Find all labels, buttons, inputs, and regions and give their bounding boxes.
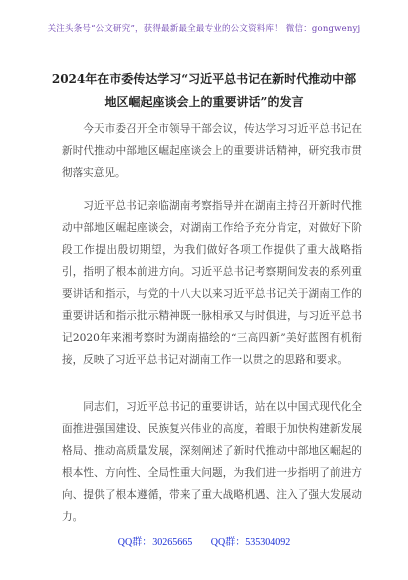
title-line-2: 地区崛起座谈会上的重要讲话”的发言	[104, 95, 304, 109]
footer-qq-group-2: QQ群：535304092	[210, 537, 291, 548]
body-paragraph-3: 同志们，习近平总书记的重要讲话，站在以中国式现代化全面推进强国建设、民族复兴伟业的高度，着眼于加快构建新发展格局、推动高质量发展，深刻阐述了新时代推动中部地区崛起的根本性、方向性、全局性重大问题，为我们进一步指明了前进方向、提供了根本遵循，带来了重大战略机遇、注入了强大发展动力。	[62, 401, 362, 523]
footer-qq-group-1: QQ群：30265665	[117, 537, 193, 548]
body-paragraph-1: 今天市委召开全市领导干部会议，传达学习习近平总书记在新时代推动中部地区崛起座谈会上的重要讲话精神，研究我市贯彻落实意见。	[62, 123, 362, 179]
footer-contact	[0, 533, 408, 548]
promo-header	[0, 0, 408, 58]
promo-header-text: 关注头条号“公文研究”，获得最新最全最专业的公文资料库！ 微信：gongwenyj	[47, 24, 361, 34]
body-paragraph-2: 习近平总书记亲临湖南考察指导并在湖南主持召开新时代推动中部地区崛起座谈会，对湖南工作给予充分肯定，对做好下阶段工作提出殷切期望，为我们做好各项工作提供了重大战略指引，指明了根本前进方向。习近平总书记考察期间发表的系列重要讲话和指示，与党的十八大以来习近平总书记关于湖南工作的重要讲话和指示批示精神既一脉相承又与时俱进，与习近平总书记2020年来湘考察时为湖南描绘的“三高四新”美好蓝图有机衔接，反映了习近平总书记对湖南工作一以贯之的思路和要求。	[62, 200, 362, 366]
document-title	[30, 68, 378, 114]
title-line-1: 2024年在市委传达学习“习近平总书记在新时代推动中部	[51, 72, 357, 86]
